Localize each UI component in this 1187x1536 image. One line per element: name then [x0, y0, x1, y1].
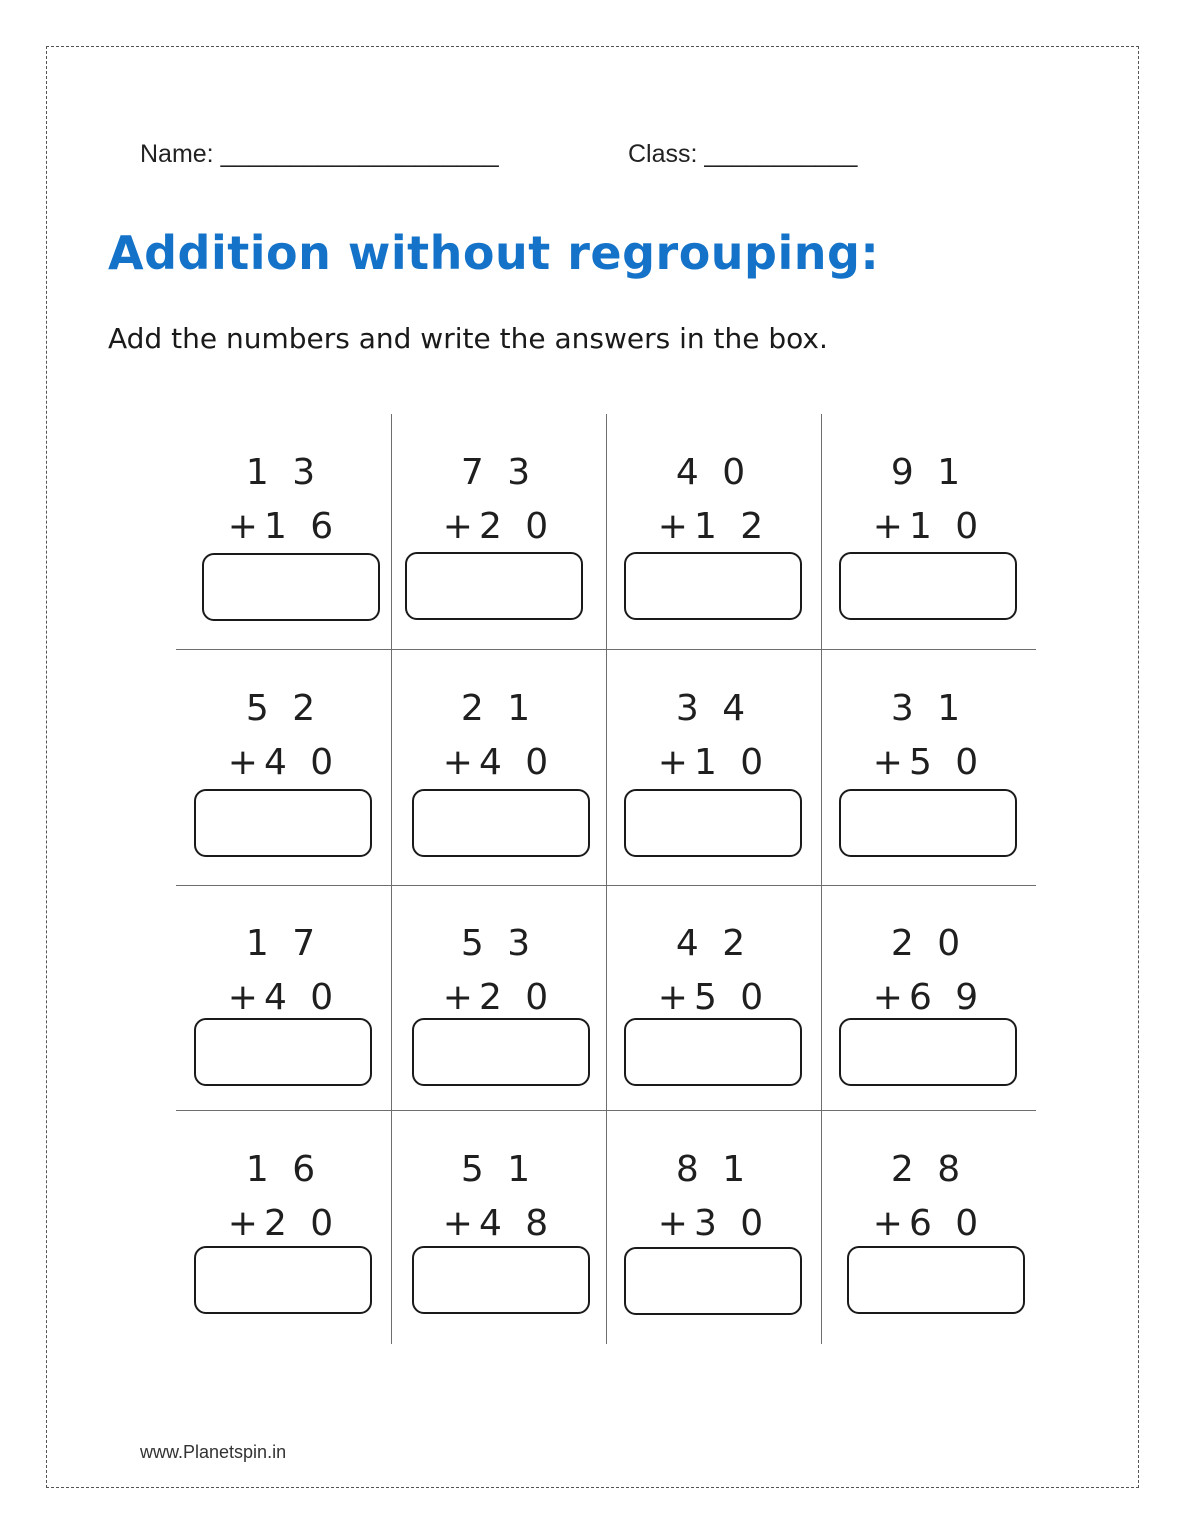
first-addend: 5 2 [245, 688, 322, 729]
second-addend: +2 0 [442, 506, 555, 547]
addition-problem [391, 446, 606, 554]
first-addend: 8 1 [675, 1149, 752, 1190]
answer-box[interactable] [405, 552, 583, 620]
addition-problem [391, 917, 606, 1025]
answer-box[interactable] [194, 1018, 372, 1086]
addition-problem [176, 1143, 391, 1251]
worksheet-instruction: Add the numbers and write the answers in the box. [108, 322, 828, 355]
grid-divider-horizontal [176, 1110, 1036, 1111]
addition-problem [821, 682, 1036, 790]
answer-box[interactable] [194, 1246, 372, 1314]
second-addend: +4 0 [227, 977, 340, 1018]
answer-box[interactable] [839, 1018, 1017, 1086]
second-addend: +6 9 [872, 977, 985, 1018]
addition-problem [176, 446, 391, 554]
second-addend: +1 0 [657, 742, 770, 783]
first-addend: 5 3 [460, 923, 537, 964]
first-addend: 1 6 [245, 1149, 322, 1190]
second-addend: +2 0 [227, 1203, 340, 1244]
first-addend: 1 7 [245, 923, 322, 964]
answer-box[interactable] [847, 1246, 1025, 1314]
second-addend: +4 0 [227, 742, 340, 783]
grid-divider-horizontal [176, 885, 1036, 886]
second-addend: +4 0 [442, 742, 555, 783]
answer-box[interactable] [412, 1246, 590, 1314]
first-addend: 2 1 [460, 688, 537, 729]
second-addend: +5 0 [872, 742, 985, 783]
addition-problem [391, 682, 606, 790]
addition-problem [606, 917, 821, 1025]
name-field[interactable]: Name: ____________________ [140, 140, 499, 168]
addition-problem [606, 1143, 821, 1251]
answer-box[interactable] [412, 1018, 590, 1086]
answer-box[interactable] [624, 1247, 802, 1315]
footer-website: www.Planetspin.in [140, 1442, 287, 1462]
addition-problem [606, 682, 821, 790]
second-addend: +1 2 [657, 506, 770, 547]
first-addend: 4 0 [675, 452, 752, 493]
second-addend: +2 0 [442, 977, 555, 1018]
answer-box[interactable] [412, 789, 590, 857]
problem-grid [176, 414, 1036, 1344]
first-addend: 3 1 [890, 688, 967, 729]
second-addend: +3 0 [657, 1203, 770, 1244]
second-addend: +4 8 [442, 1203, 555, 1244]
first-addend: 2 0 [890, 923, 967, 964]
second-addend: +5 0 [657, 977, 770, 1018]
first-addend: 1 3 [245, 452, 322, 493]
first-addend: 3 4 [675, 688, 752, 729]
addition-problem [176, 682, 391, 790]
second-addend: +6 0 [872, 1203, 985, 1244]
worksheet-title: Addition without regrouping: [108, 226, 880, 280]
answer-box[interactable] [194, 789, 372, 857]
addition-problem [176, 917, 391, 1025]
answer-box[interactable] [624, 1018, 802, 1086]
addition-problem [606, 446, 821, 554]
addition-problem [821, 1143, 1036, 1251]
class-field[interactable]: Class: ___________ [628, 140, 858, 168]
first-addend: 4 2 [675, 923, 752, 964]
answer-box[interactable] [624, 552, 802, 620]
addition-problem [821, 446, 1036, 554]
answer-box[interactable] [624, 789, 802, 857]
second-addend: +1 6 [227, 506, 340, 547]
answer-box[interactable] [839, 552, 1017, 620]
answer-box[interactable] [202, 553, 380, 621]
answer-box[interactable] [839, 789, 1017, 857]
addition-problem [391, 1143, 606, 1251]
first-addend: 5 1 [460, 1149, 537, 1190]
first-addend: 2 8 [890, 1149, 967, 1190]
first-addend: 9 1 [890, 452, 967, 493]
grid-divider-horizontal [176, 649, 1036, 650]
first-addend: 7 3 [460, 452, 537, 493]
second-addend: +1 0 [872, 506, 985, 547]
addition-problem [821, 917, 1036, 1025]
